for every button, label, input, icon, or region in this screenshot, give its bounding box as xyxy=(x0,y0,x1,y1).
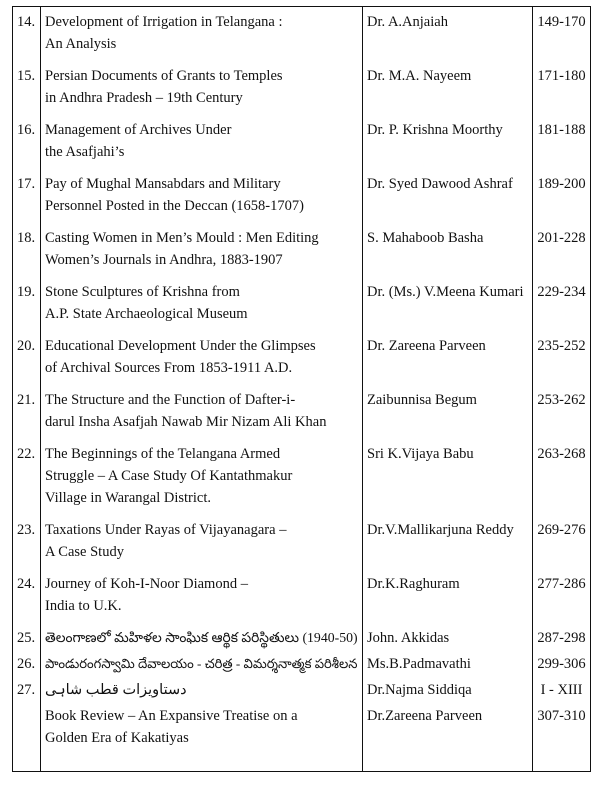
entry-pages: 307-310 xyxy=(533,701,591,772)
entry-pages: 171-180 xyxy=(533,61,591,115)
toc-row xyxy=(13,649,591,675)
entry-pages: 299-306 xyxy=(533,649,591,675)
entry-title-line: Casting Women in Men’s Mould : Men Editing xyxy=(45,230,319,246)
entry-title-line: the Asafjahi’s xyxy=(45,144,125,160)
entry-title-line: An Analysis xyxy=(45,36,117,52)
toc-row xyxy=(13,7,591,62)
entry-title xyxy=(41,385,363,439)
entry-title-line: India to U.K. xyxy=(45,598,122,614)
entry-title-line: Golden Era of Kakatiyas xyxy=(45,730,189,746)
entry-pages: 235-252 xyxy=(533,331,591,385)
entry-title-line: A Case Study xyxy=(45,544,124,560)
toc-row xyxy=(13,61,591,115)
entry-title-line: دستاویزات قطب شاہی xyxy=(45,682,187,698)
entry-pages: 189-200 xyxy=(533,169,591,223)
entry-number xyxy=(13,701,41,772)
entry-number: 14. xyxy=(13,7,41,62)
entry-author: Sri K.Vijaya Babu xyxy=(363,439,533,515)
entry-pages: 201-228 xyxy=(533,223,591,277)
entry-pages: 229-234 xyxy=(533,277,591,331)
entry-title xyxy=(41,623,363,649)
toc-row xyxy=(13,169,591,223)
entry-title-line: Book Review – An Expansive Treatise on a xyxy=(45,708,298,724)
entry-title xyxy=(41,649,363,675)
entry-title-line: పాండురంగస్వామి దేవాలయం - చరిత్ర - విమర్శనాత్మక పరిశీలన xyxy=(45,656,358,671)
entry-pages: 181-188 xyxy=(533,115,591,169)
entry-number: 22. xyxy=(13,439,41,515)
entry-title-line: The Structure and the Function of Dafter-i- xyxy=(45,392,296,408)
entry-title xyxy=(41,439,363,515)
toc-row xyxy=(13,439,591,515)
entry-title xyxy=(41,277,363,331)
entry-title xyxy=(41,331,363,385)
entry-title xyxy=(41,223,363,277)
entry-author: Dr.K.Raghuram xyxy=(363,569,533,623)
entry-number: 26. xyxy=(13,649,41,675)
entry-title xyxy=(41,569,363,623)
entry-title-line: Taxations Under Rayas of Vijayanagara – xyxy=(45,522,287,538)
entry-author: Dr. P. Krishna Moorthy xyxy=(363,115,533,169)
entry-pages: I - XIII xyxy=(533,675,591,701)
entry-title xyxy=(41,115,363,169)
toc-row xyxy=(13,701,591,772)
entry-number: 19. xyxy=(13,277,41,331)
toc-row xyxy=(13,223,591,277)
entry-title xyxy=(41,515,363,569)
entry-pages: 263-268 xyxy=(533,439,591,515)
entry-author: Zaibunnisa Begum xyxy=(363,385,533,439)
entry-number: 17. xyxy=(13,169,41,223)
entry-title-line: తెలంగాణలో మహిళల సాంఘిక ఆర్థిక పరిస్థితులు (1940-50) xyxy=(45,630,358,645)
entry-title xyxy=(41,61,363,115)
entry-number: 27. xyxy=(13,675,41,701)
entry-author: Dr.Zareena Parveen xyxy=(363,701,533,772)
toc-row xyxy=(13,623,591,649)
entry-number: 15. xyxy=(13,61,41,115)
entry-pages: 277-286 xyxy=(533,569,591,623)
toc-row xyxy=(13,569,591,623)
toc-body xyxy=(13,7,591,772)
entry-author: Dr. (Ms.) V.Meena Kumari xyxy=(363,277,533,331)
entry-title-line: Educational Development Under the Glimpses xyxy=(45,338,316,354)
entry-author: Dr.Najma Siddiqa xyxy=(363,675,533,701)
table-of-contents xyxy=(12,6,591,772)
entry-title-line: Persian Documents of Grants to Temples xyxy=(45,68,283,84)
entry-number: 23. xyxy=(13,515,41,569)
entry-author: Dr. M.A. Nayeem xyxy=(363,61,533,115)
entry-title xyxy=(41,675,363,701)
entry-title xyxy=(41,169,363,223)
entry-author: Dr.V.Mallikarjuna Reddy xyxy=(363,515,533,569)
entry-author: Dr. Syed Dawood Ashraf xyxy=(363,169,533,223)
entry-title-line: Women’s Journals in Andhra, 1883-1907 xyxy=(45,252,283,268)
entry-pages: 287-298 xyxy=(533,623,591,649)
entry-number: 16. xyxy=(13,115,41,169)
entry-title-line: of Archival Sources From 1853-1911 A.D. xyxy=(45,360,293,376)
entry-number: 24. xyxy=(13,569,41,623)
entry-title-line: Struggle – A Case Study Of Kantathmakur xyxy=(45,468,293,484)
entry-number: 21. xyxy=(13,385,41,439)
entry-title xyxy=(41,7,363,62)
entry-number: 25. xyxy=(13,623,41,649)
entry-author: Dr. A.Anjaiah xyxy=(363,7,533,62)
entry-pages: 269-276 xyxy=(533,515,591,569)
entry-author: Ms.B.Padmavathi xyxy=(363,649,533,675)
entry-author: Dr. Zareena Parveen xyxy=(363,331,533,385)
entry-title-line: Village in Warangal District. xyxy=(45,490,212,506)
entry-pages: 149-170 xyxy=(533,7,591,62)
entry-title-line: Journey of Koh-I-Noor Diamond – xyxy=(45,576,248,592)
toc-row xyxy=(13,277,591,331)
entry-title-line: darul Insha Asafjah Nawab Mir Nizam Ali Khan xyxy=(45,414,327,430)
toc-row xyxy=(13,385,591,439)
toc-row xyxy=(13,115,591,169)
entry-title-line: Personnel Posted in the Deccan (1658-1707) xyxy=(45,198,304,214)
entry-title-line: Development of Irrigation in Telangana : xyxy=(45,14,283,30)
entry-title-line: The Beginnings of the Telangana Armed xyxy=(45,446,281,462)
entry-title xyxy=(41,701,363,772)
entry-title-line: Stone Sculptures of Krishna from xyxy=(45,284,240,300)
entry-author: S. Mahaboob Basha xyxy=(363,223,533,277)
toc-row xyxy=(13,675,591,701)
entry-title-line: Pay of Mughal Mansabdars and Military xyxy=(45,176,281,192)
entry-title-line: Management of Archives Under xyxy=(45,122,232,138)
entry-title-line: in Andhra Pradesh – 19th Century xyxy=(45,90,243,106)
entry-number: 20. xyxy=(13,331,41,385)
entry-pages: 253-262 xyxy=(533,385,591,439)
toc-row xyxy=(13,331,591,385)
entry-title-line: A.P. State Archaeological Museum xyxy=(45,306,248,322)
toc-row xyxy=(13,515,591,569)
entry-number: 18. xyxy=(13,223,41,277)
entry-author: John. Akkidas xyxy=(363,623,533,649)
